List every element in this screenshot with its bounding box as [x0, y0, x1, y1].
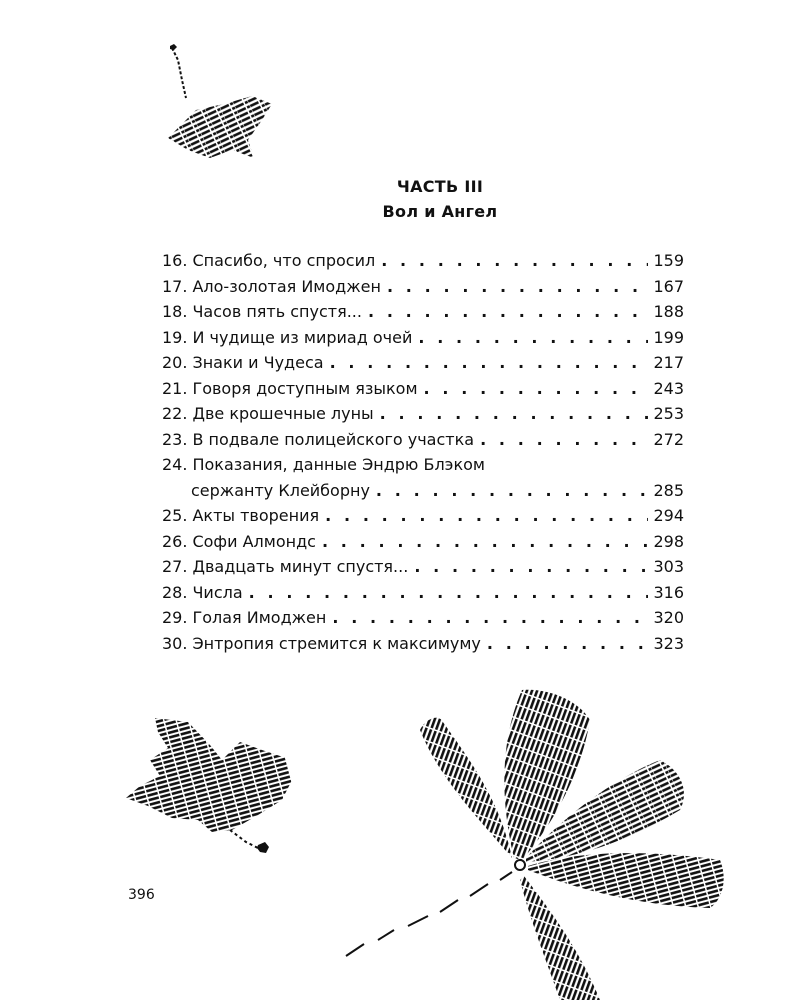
- toc-leader-dots: [332, 608, 648, 627]
- toc-page: 303: [653, 557, 684, 576]
- toc-entry-30[interactable]: [162, 634, 684, 660]
- toc-title: сержанту Клейборну: [191, 480, 370, 500]
- toc-entry-29[interactable]: [162, 608, 684, 634]
- top-leaf-illustration: [168, 44, 272, 158]
- toc-page: 298: [653, 531, 684, 551]
- toc-title: Двадцать минут спустя...: [192, 557, 409, 576]
- toc-title: Показания, данные Эндрю Блэком: [192, 455, 485, 474]
- toc-page: 272: [653, 429, 684, 449]
- toc-number: 20.: [162, 353, 188, 372]
- toc-leader-dots: [424, 379, 649, 398]
- toc-leader-dots: [376, 481, 649, 500]
- toc-title: Говоря доступным языком: [192, 378, 418, 398]
- toc-number: 16.: [162, 251, 188, 270]
- toc-leader-dots: [322, 532, 649, 551]
- palmate-leaf-illustration: [346, 690, 724, 1000]
- toc-entry-23[interactable]: [162, 430, 684, 456]
- toc-title: Софи Алмондс: [192, 531, 316, 551]
- toc-entry-18[interactable]: [162, 302, 684, 328]
- toc-number: 21.: [162, 378, 188, 398]
- toc-page: 253: [653, 404, 684, 423]
- toc-title: Спасибо, что спросил: [192, 251, 376, 270]
- page-number: 396: [128, 887, 155, 903]
- toc-entry-28[interactable]: [162, 583, 684, 609]
- toc-page: 320: [653, 608, 684, 627]
- toc-number: 30.: [162, 633, 188, 653]
- toc-number: 28.: [162, 582, 188, 602]
- toc-leader-dots: [480, 430, 648, 449]
- toc-leader-dots: [487, 634, 649, 653]
- toc-title: Две крошечные луны: [192, 404, 374, 423]
- toc-page: 188: [653, 302, 684, 321]
- toc-leader-dots: [418, 328, 648, 347]
- toc-number: 18.: [162, 302, 188, 321]
- toc-page: 159: [653, 251, 684, 270]
- toc-entry-24-continued[interactable]: [162, 481, 684, 507]
- toc-entry-24[interactable]: [162, 455, 684, 481]
- toc-number: 27.: [162, 557, 188, 576]
- toc-number: 19.: [162, 327, 188, 347]
- toc-page: 167: [653, 276, 684, 296]
- toc-entry-20[interactable]: [162, 353, 684, 379]
- toc-page: 243: [653, 378, 684, 398]
- toc-entry-25[interactable]: [162, 506, 684, 532]
- maple-leaf-illustration: [126, 718, 292, 853]
- toc-title: Голая Имоджен: [192, 608, 327, 627]
- toc-number: 29.: [162, 608, 188, 627]
- toc-page: 285: [653, 480, 684, 500]
- toc-number: 23.: [162, 429, 188, 449]
- toc-entry-19[interactable]: [162, 328, 684, 354]
- toc-leader-dots: [249, 583, 649, 602]
- toc-entry-22[interactable]: [162, 404, 684, 430]
- toc-number: 24.: [162, 455, 188, 474]
- toc-entry-26[interactable]: [162, 532, 684, 558]
- toc-leader-dots: [368, 302, 648, 321]
- toc-entry-17[interactable]: [162, 277, 684, 303]
- toc-page: 294: [653, 506, 684, 525]
- toc-page: 316: [653, 582, 684, 602]
- toc-number: 25.: [162, 506, 188, 525]
- toc-title: Знаки и Чудеса: [192, 353, 324, 372]
- toc-page: 323: [653, 633, 684, 653]
- toc-entry-27[interactable]: [162, 557, 684, 583]
- toc-leader-dots: [381, 251, 648, 270]
- toc-title: Ало-золотая Имоджен: [192, 276, 381, 296]
- part-title: Вол и Ангел: [382, 202, 498, 221]
- toc-page: 217: [653, 353, 684, 372]
- toc-number: 26.: [162, 531, 188, 551]
- toc-title: И чудище из мириад очей: [192, 327, 413, 347]
- toc-leader-dots: [380, 404, 649, 423]
- toc-page: 199: [653, 327, 684, 347]
- part-label: ЧАСТЬ III: [396, 177, 484, 196]
- toc-entry-16[interactable]: [162, 251, 684, 277]
- toc-leader-dots: [330, 353, 649, 372]
- toc-title: Энтропия стремится к максимуму: [192, 633, 481, 653]
- toc-entry-21[interactable]: [162, 379, 684, 405]
- toc-leader-dots: [325, 506, 648, 525]
- toc-title: Часов пять спустя...: [192, 302, 362, 321]
- toc-number: 17.: [162, 276, 188, 296]
- toc-number: 22.: [162, 404, 188, 423]
- toc-leader-dots: [414, 557, 648, 576]
- toc-title: Акты творения: [192, 506, 320, 525]
- toc-title: Числа: [192, 582, 243, 602]
- toc-leader-dots: [387, 277, 649, 296]
- toc-title: В подвале полицейского участка: [192, 429, 475, 449]
- table-of-contents: [162, 251, 684, 659]
